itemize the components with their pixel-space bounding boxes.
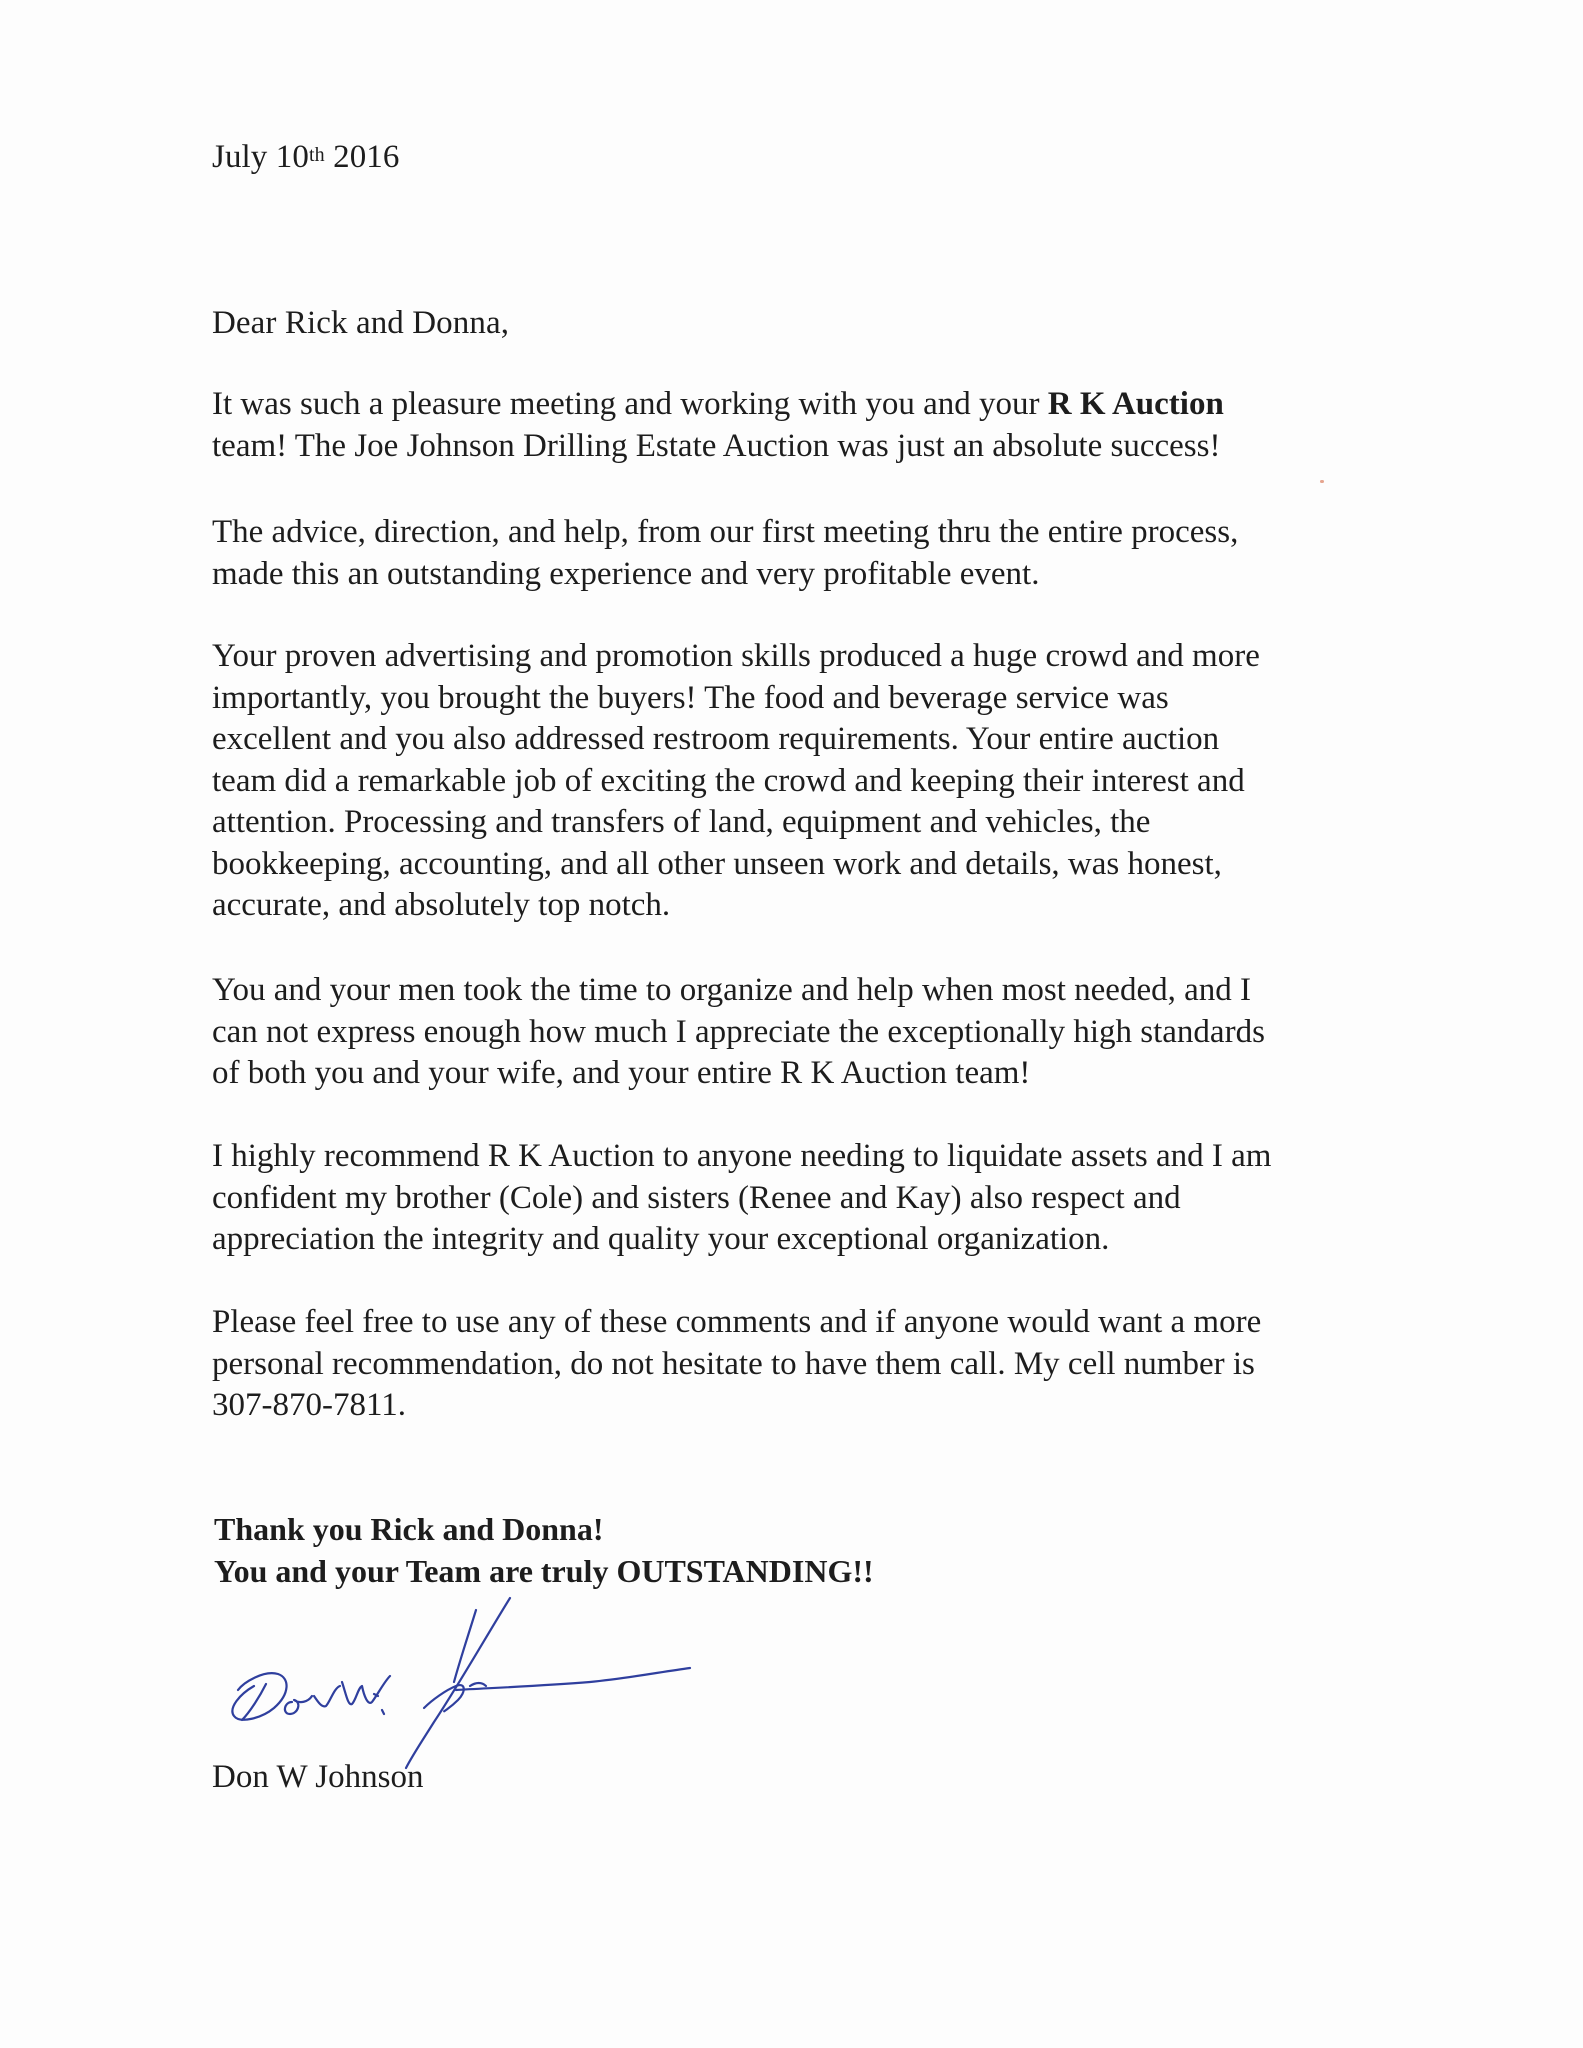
paragraph-3-line: importantly, you brought the buyers! The food and beverage service was (212, 679, 1169, 716)
paragraph-4-line: can not express enough how much I appreciate the exceptionally high standards (212, 1013, 1265, 1050)
paragraph-3-line: bookkeeping, accounting, and all other unseen work and details, was honest, (212, 845, 1222, 882)
closing (214, 1508, 874, 1592)
paragraph-3-line: attention. Processing and transfers of land, equipment and vehicles, the (212, 804, 1151, 840)
paragraph-4-line: of both you and your wife, and your entire R K Auction team! (212, 1055, 1031, 1091)
letter-date (212, 136, 400, 182)
ink-speck (1320, 480, 1324, 483)
paragraph-2-line: The advice, direction, and help, from our first meeting thru the entire process, (212, 514, 1239, 550)
paragraph-1 (212, 384, 1224, 467)
paragraph-1-line-1 (212, 384, 1224, 426)
date-month-day: July 10 (212, 139, 309, 175)
date-year: 2016 (333, 139, 400, 175)
signer-name: Don W Johnson (212, 1759, 424, 1795)
handwritten-signature (220, 1590, 740, 1780)
paragraph-4 (212, 970, 1265, 1095)
paragraph-3-line: Your proven advertising and promotion skills produced a huge crowd and more (212, 638, 1260, 674)
paragraph-5-line: I highly recommend R K Auction to anyone needing to liquidate assets and I am (212, 1138, 1272, 1174)
paragraph-4-line: You and your men took the time to organize and help when most needed, and I (212, 972, 1251, 1008)
closing-line-2: You and your Team are truly OUTSTANDING!! (214, 1553, 874, 1589)
closing-line-1: Thank you Rick and Donna! (214, 1511, 604, 1547)
paragraph-3 (212, 636, 1260, 927)
phone-number: 307-870-7811. (212, 1387, 407, 1423)
paragraph-2 (212, 512, 1238, 595)
paragraph-5-line: confident my brother (Cole) and sisters (Renee and Kay) also respect and (212, 1179, 1181, 1216)
paragraph-6-line: personal recommendation, do not hesitate to have them call. My cell number is (212, 1345, 1255, 1382)
paragraph-6 (212, 1302, 1261, 1427)
company-name-bold: R K Auction (1047, 386, 1224, 422)
paragraph-1-line-2: team! The Joe Johnson Drilling Estate Auction was just an absolute success! (212, 427, 1221, 464)
paragraph-3-line: accurate, and absolutely top notch. (212, 887, 671, 923)
paragraph-5 (212, 1136, 1271, 1261)
paragraph-2-line: made this an outstanding experience and very profitable event. (212, 555, 1040, 592)
paragraph-3-line: excellent and you also addressed restroom requirements. Your entire auction (212, 721, 1220, 757)
salutation: Dear Rick and Donna, (212, 305, 510, 341)
paragraph-5-line: appreciation the integrity and quality your exceptional organization. (212, 1221, 1110, 1257)
paragraph-1-text: It was such a pleasure meeting and working with you and your (212, 386, 1048, 422)
paragraph-3-line: team did a remarkable job of exciting the crowd and keeping their interest and (212, 762, 1245, 799)
date-ordinal: th (308, 144, 325, 166)
paragraph-6-line: Please feel free to use any of these comments and if anyone would want a more (212, 1304, 1262, 1340)
